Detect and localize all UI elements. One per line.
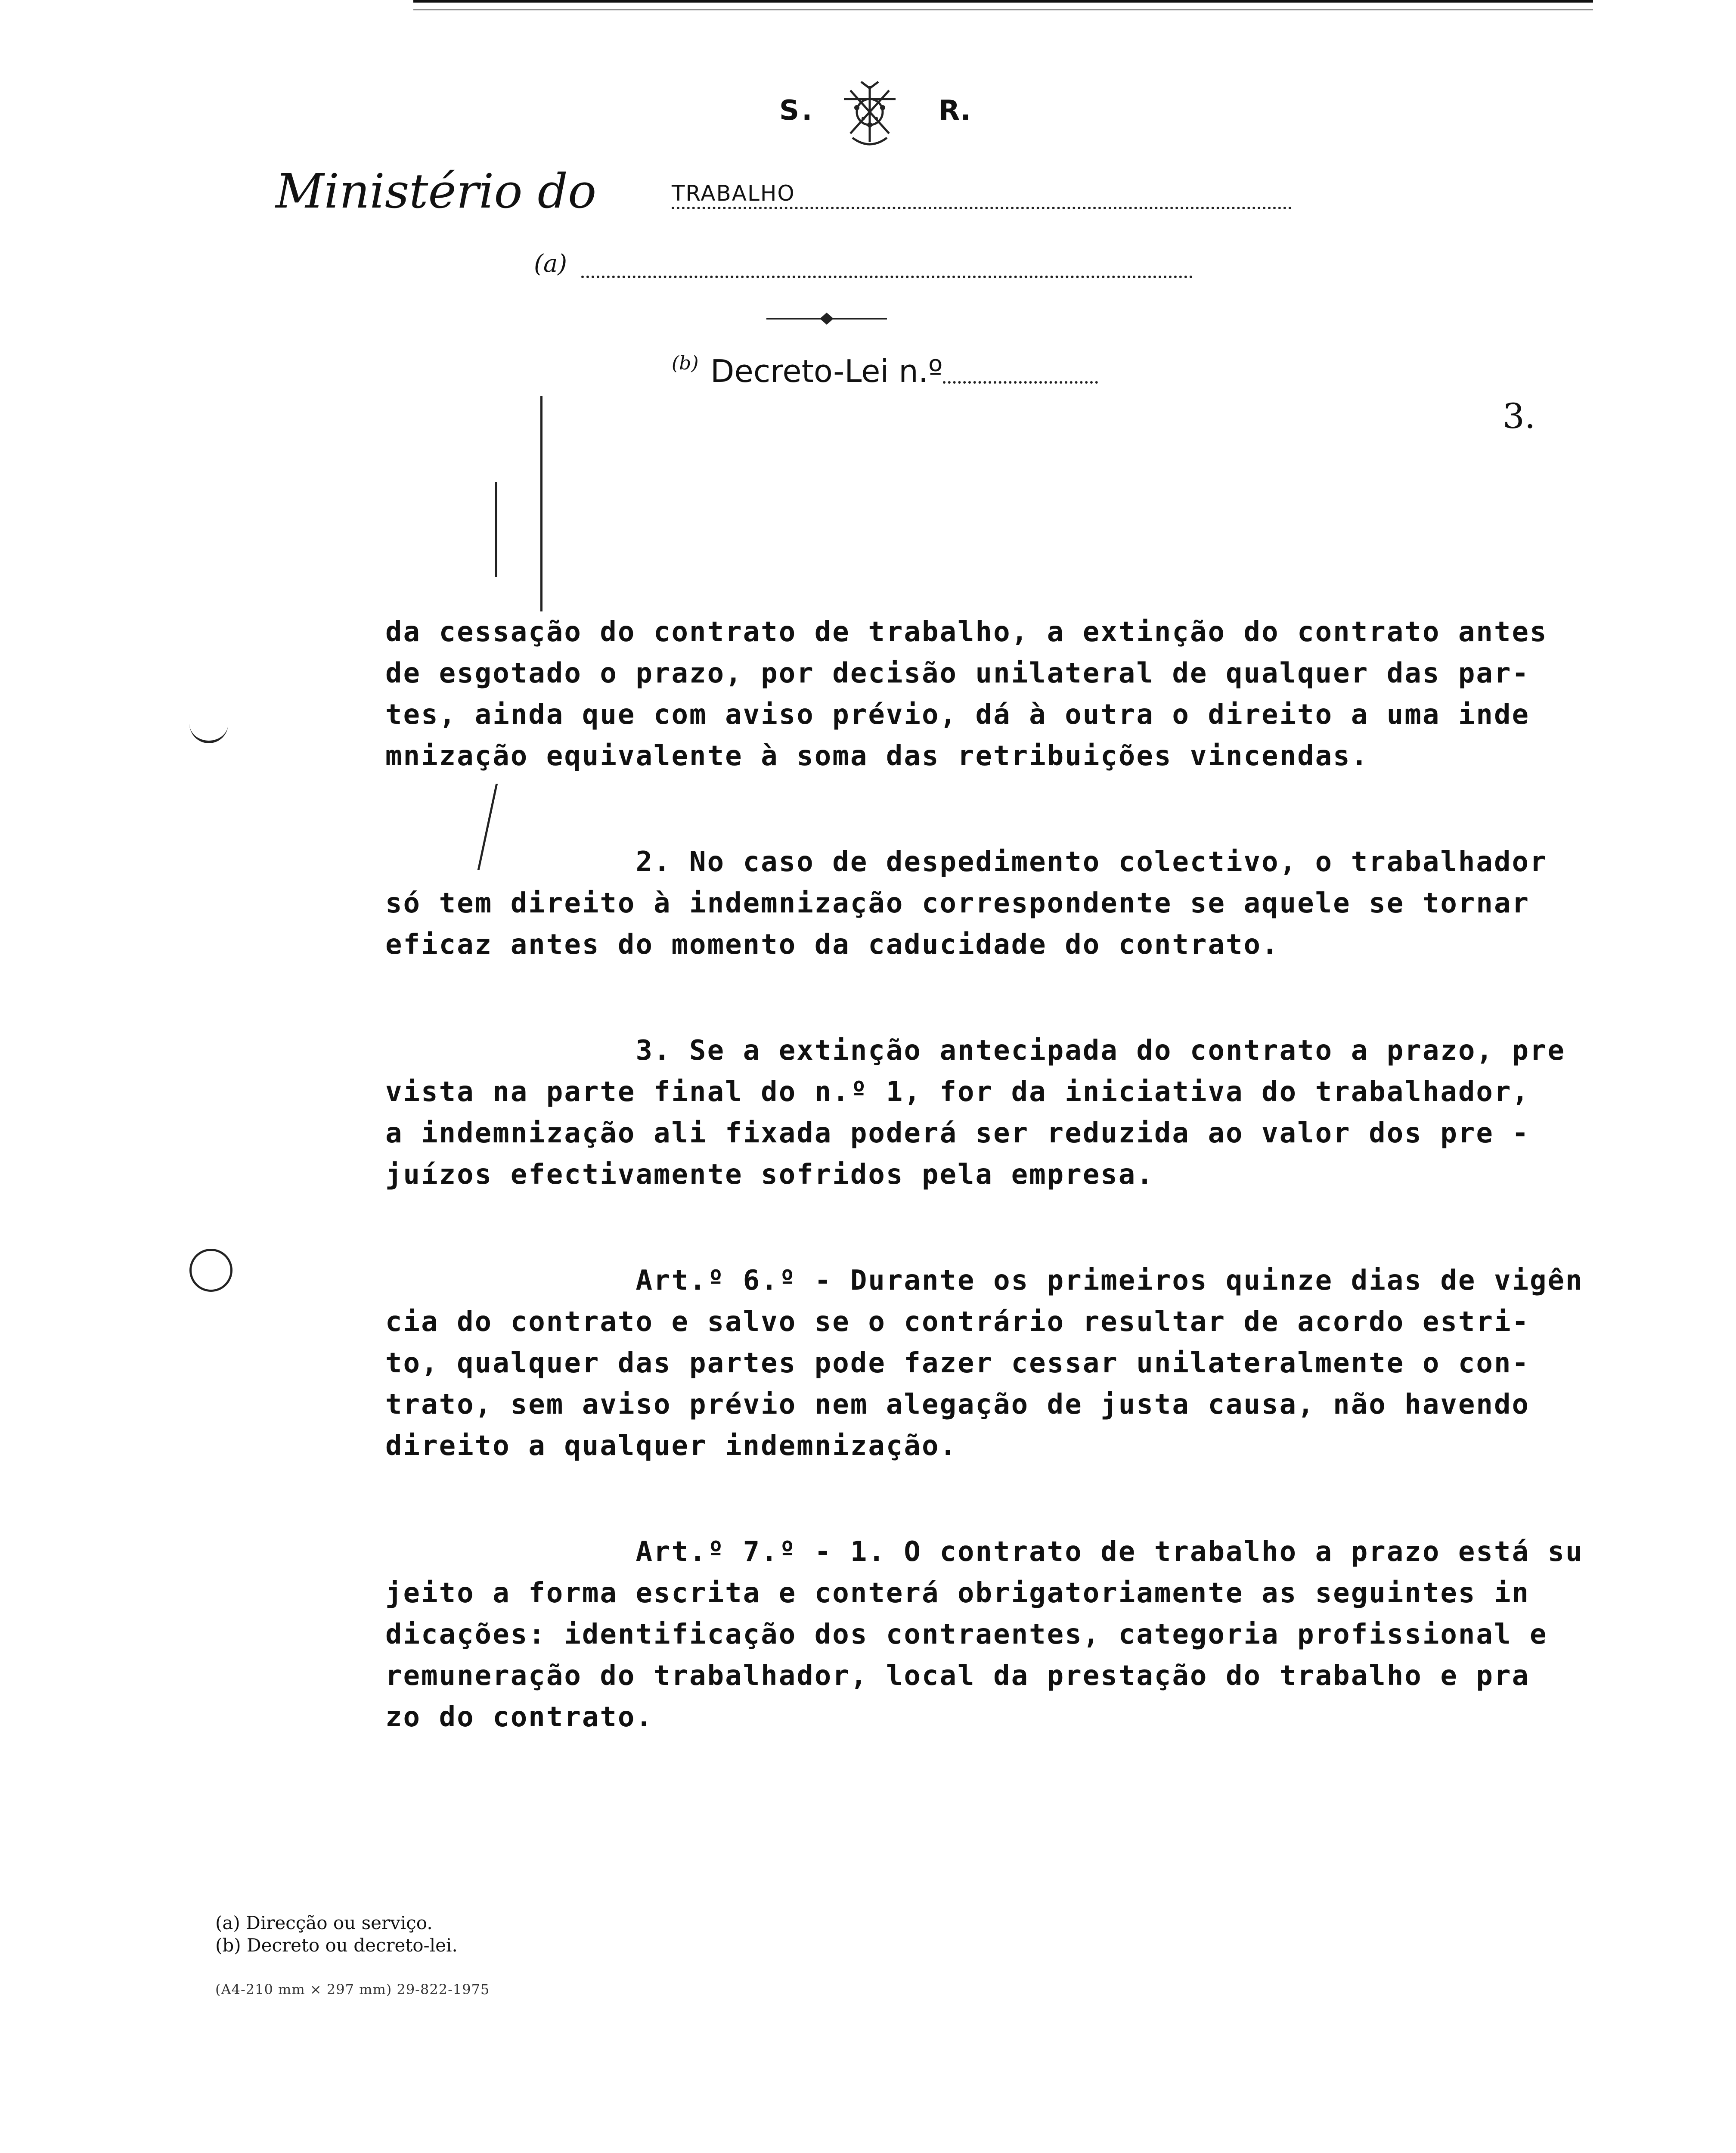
text-line: cia do contrato e salvo se o contrário resultar de acordo estri- bbox=[385, 1306, 1530, 1338]
text-line: vista na parte final do n.º 1, for da iniciativa do trabalhador, bbox=[385, 1076, 1530, 1108]
ministry-label: Ministério do bbox=[276, 164, 597, 219]
print-imprint: (A4-210 mm × 297 mm) 29-822-1975 bbox=[215, 1981, 490, 1998]
margin-mark-circle bbox=[189, 1249, 232, 1292]
ministry-value: TRABALHO bbox=[672, 181, 795, 206]
text-line: da cessação do contrato de trabalho, a extinção do contrato antes bbox=[385, 616, 1548, 648]
footnote-b: (b) Decreto ou decreto-lei. bbox=[215, 1935, 458, 1956]
service-field bbox=[534, 241, 1223, 293]
text-line: eficaz antes do momento da caducidade do contrato. bbox=[385, 929, 1280, 961]
text-line: jeito a forma escrita e conterá obrigatoriamente as seguintes in bbox=[385, 1577, 1530, 1609]
paragraph bbox=[385, 611, 1565, 777]
paragraph bbox=[385, 841, 1565, 965]
text-line: juízos efectivamente sofridos pela empresa. bbox=[385, 1159, 1154, 1191]
decree-line bbox=[672, 344, 1102, 396]
text-line: zo do contrato. bbox=[385, 1701, 654, 1733]
text-line: 2. No caso de despedimento colectivo, o trabalhador bbox=[385, 846, 1548, 878]
letterhead bbox=[766, 78, 990, 151]
paragraph bbox=[385, 1030, 1565, 1195]
decree-tag: (b) bbox=[672, 352, 699, 374]
text-line: to, qualquer das partes pode fazer cessar unilateralmente o con- bbox=[385, 1347, 1530, 1379]
decree-label: Decreto-Lei n.º bbox=[710, 353, 943, 389]
ornament-divider bbox=[766, 310, 887, 327]
page-number: 3. bbox=[1503, 396, 1536, 436]
paragraph bbox=[385, 1260, 1584, 1467]
decree-dotted-line bbox=[943, 381, 1098, 384]
ministry-dotted-line bbox=[672, 207, 1292, 209]
service-dotted-line bbox=[581, 276, 1193, 278]
coat-of-arms-icon bbox=[827, 78, 913, 151]
margin-mark-curve bbox=[189, 719, 228, 743]
text-line: tes, ainda que com aviso prévio, dá à outra o direito a uma inde bbox=[385, 699, 1530, 731]
text-line: de esgotado o prazo, por decisão unilateral de qualquer das par- bbox=[385, 658, 1530, 689]
footnote-a: (a) Direcção ou serviço. bbox=[215, 1912, 433, 1933]
text-line: dicações: identificação dos contraentes, categoria profissional e bbox=[385, 1619, 1548, 1650]
letterhead-s: S. bbox=[779, 95, 815, 127]
text-line: remuneração do trabalhador, local da prestação do trabalho e pra bbox=[385, 1660, 1530, 1692]
text-line: direito a qualquer indemnização. bbox=[385, 1430, 958, 1462]
top-border-line-thin bbox=[413, 9, 1593, 10]
text-line: Art.º 7.º - 1. O contrato de trabalho a prazo está su bbox=[385, 1536, 1584, 1568]
margin-stroke bbox=[540, 396, 542, 611]
margin-stroke bbox=[495, 482, 497, 577]
paragraph bbox=[385, 1531, 1584, 1738]
text-line: a indemnização ali fixada poderá ser reduzida ao valor dos pre - bbox=[385, 1117, 1530, 1149]
top-border-line bbox=[413, 0, 1593, 3]
footnotes bbox=[215, 1912, 732, 2001]
text-line: trato, sem aviso prévio nem alegação de justa causa, não havendo bbox=[385, 1389, 1530, 1421]
ministry-line bbox=[276, 159, 1292, 220]
text-line: Art.º 6.º - Durante os primeiros quinze dias de vigên bbox=[385, 1265, 1584, 1297]
text-line: 3. Se a extinção antecipada do contrato a prazo, pre bbox=[385, 1035, 1566, 1067]
document-body bbox=[385, 611, 1584, 1738]
letterhead-r: R. bbox=[939, 95, 971, 127]
text-line: mnização equivalente à soma das retribuições vincendas. bbox=[385, 740, 1369, 772]
text-line: só tem direito à indemnização correspondente se aquele se tornar bbox=[385, 887, 1530, 919]
service-field-tag: (a) bbox=[534, 250, 567, 278]
